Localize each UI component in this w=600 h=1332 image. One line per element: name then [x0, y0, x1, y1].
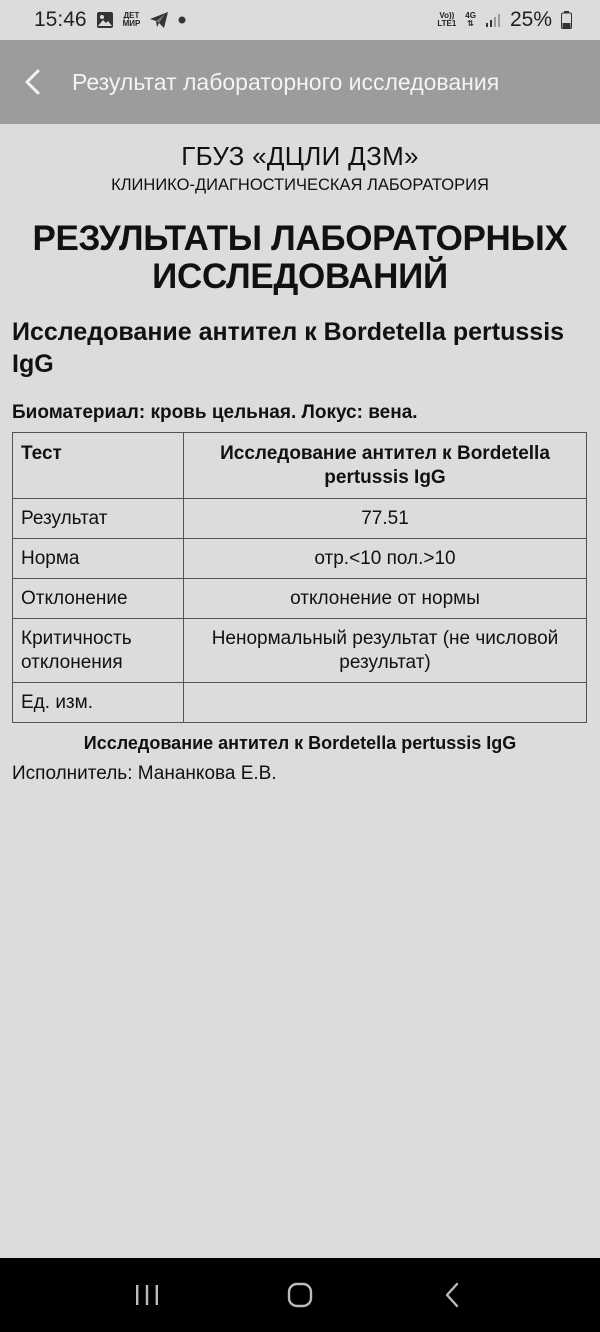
system-nav-bar	[0, 1258, 600, 1332]
results-table	[12, 432, 587, 723]
app-bar	[0, 40, 600, 124]
study-title: Исследование антител к Bordetella pertussis IgG	[12, 318, 565, 378]
home-icon	[286, 1281, 314, 1309]
volte-icon: Vo)) LTE1	[437, 11, 457, 28]
row-label: Отклонение	[13, 579, 184, 619]
table-header-row	[13, 433, 587, 499]
system-back-button[interactable]	[423, 1265, 483, 1325]
page-title: Результат лабораторного исследования	[72, 68, 500, 95]
home-button[interactable]	[270, 1265, 330, 1325]
back-arrow-icon	[22, 68, 44, 96]
header-label: Тест	[13, 433, 184, 499]
back-icon	[443, 1281, 463, 1309]
document-title-line2: ИССЛЕДОВАНИЙ	[152, 257, 448, 296]
clock: 15:46	[34, 8, 87, 31]
table-row	[13, 619, 587, 683]
row-label: Результат	[13, 499, 184, 539]
status-bar	[0, 0, 600, 40]
biomaterial: Биоматериал: кровь цельная. Локус: вена.	[12, 402, 418, 423]
footer-study-name: Исследование антител к Bordetella pertussis IgG	[83, 733, 517, 753]
header-value: Исследование антител к Bordetella pertussis IgG	[184, 433, 587, 499]
executor: Исполнитель: Мананкова Е.В.	[12, 763, 277, 784]
app-notification-icon: ДЕТ МИР	[122, 11, 141, 28]
table-row	[13, 579, 587, 619]
org-name: ГБУЗ «ДЦЛИ ДЗМ»	[181, 141, 419, 171]
report-content	[0, 124, 600, 785]
table-row	[13, 539, 587, 579]
row-value: отр.<10 пол.>10	[184, 539, 587, 579]
document-title	[0, 220, 600, 296]
network-4g-icon: 4G ⇅	[465, 11, 476, 28]
document-title-line1: РЕЗУЛЬТАТЫ ЛАБОРАТОРНЫХ	[32, 219, 568, 258]
table-row	[13, 499, 587, 539]
back-button[interactable]	[2, 40, 64, 124]
row-label: Норма	[13, 539, 184, 579]
row-label: Критичность отклонения	[13, 619, 184, 683]
signal-icon	[485, 12, 501, 28]
battery-icon	[561, 11, 572, 29]
telegram-icon	[149, 11, 169, 29]
row-value: 77.51	[184, 499, 587, 539]
row-value: Ненормальный результат (не числовой результат)	[184, 619, 587, 683]
battery-level: 25%	[509, 8, 552, 31]
gallery-icon	[96, 11, 114, 29]
recent-apps-icon	[134, 1283, 160, 1307]
row-value: отклонение от нормы	[184, 579, 587, 619]
org-subtitle: КЛИНИКО-ДИАГНОСТИЧЕСКАЯ ЛАБОРАТОРИЯ	[111, 176, 489, 194]
row-label: Ед. изм.	[13, 683, 184, 723]
recent-apps-button[interactable]	[117, 1265, 177, 1325]
row-value	[184, 683, 587, 723]
table-row	[13, 683, 587, 723]
notification-dot-icon	[178, 16, 186, 24]
